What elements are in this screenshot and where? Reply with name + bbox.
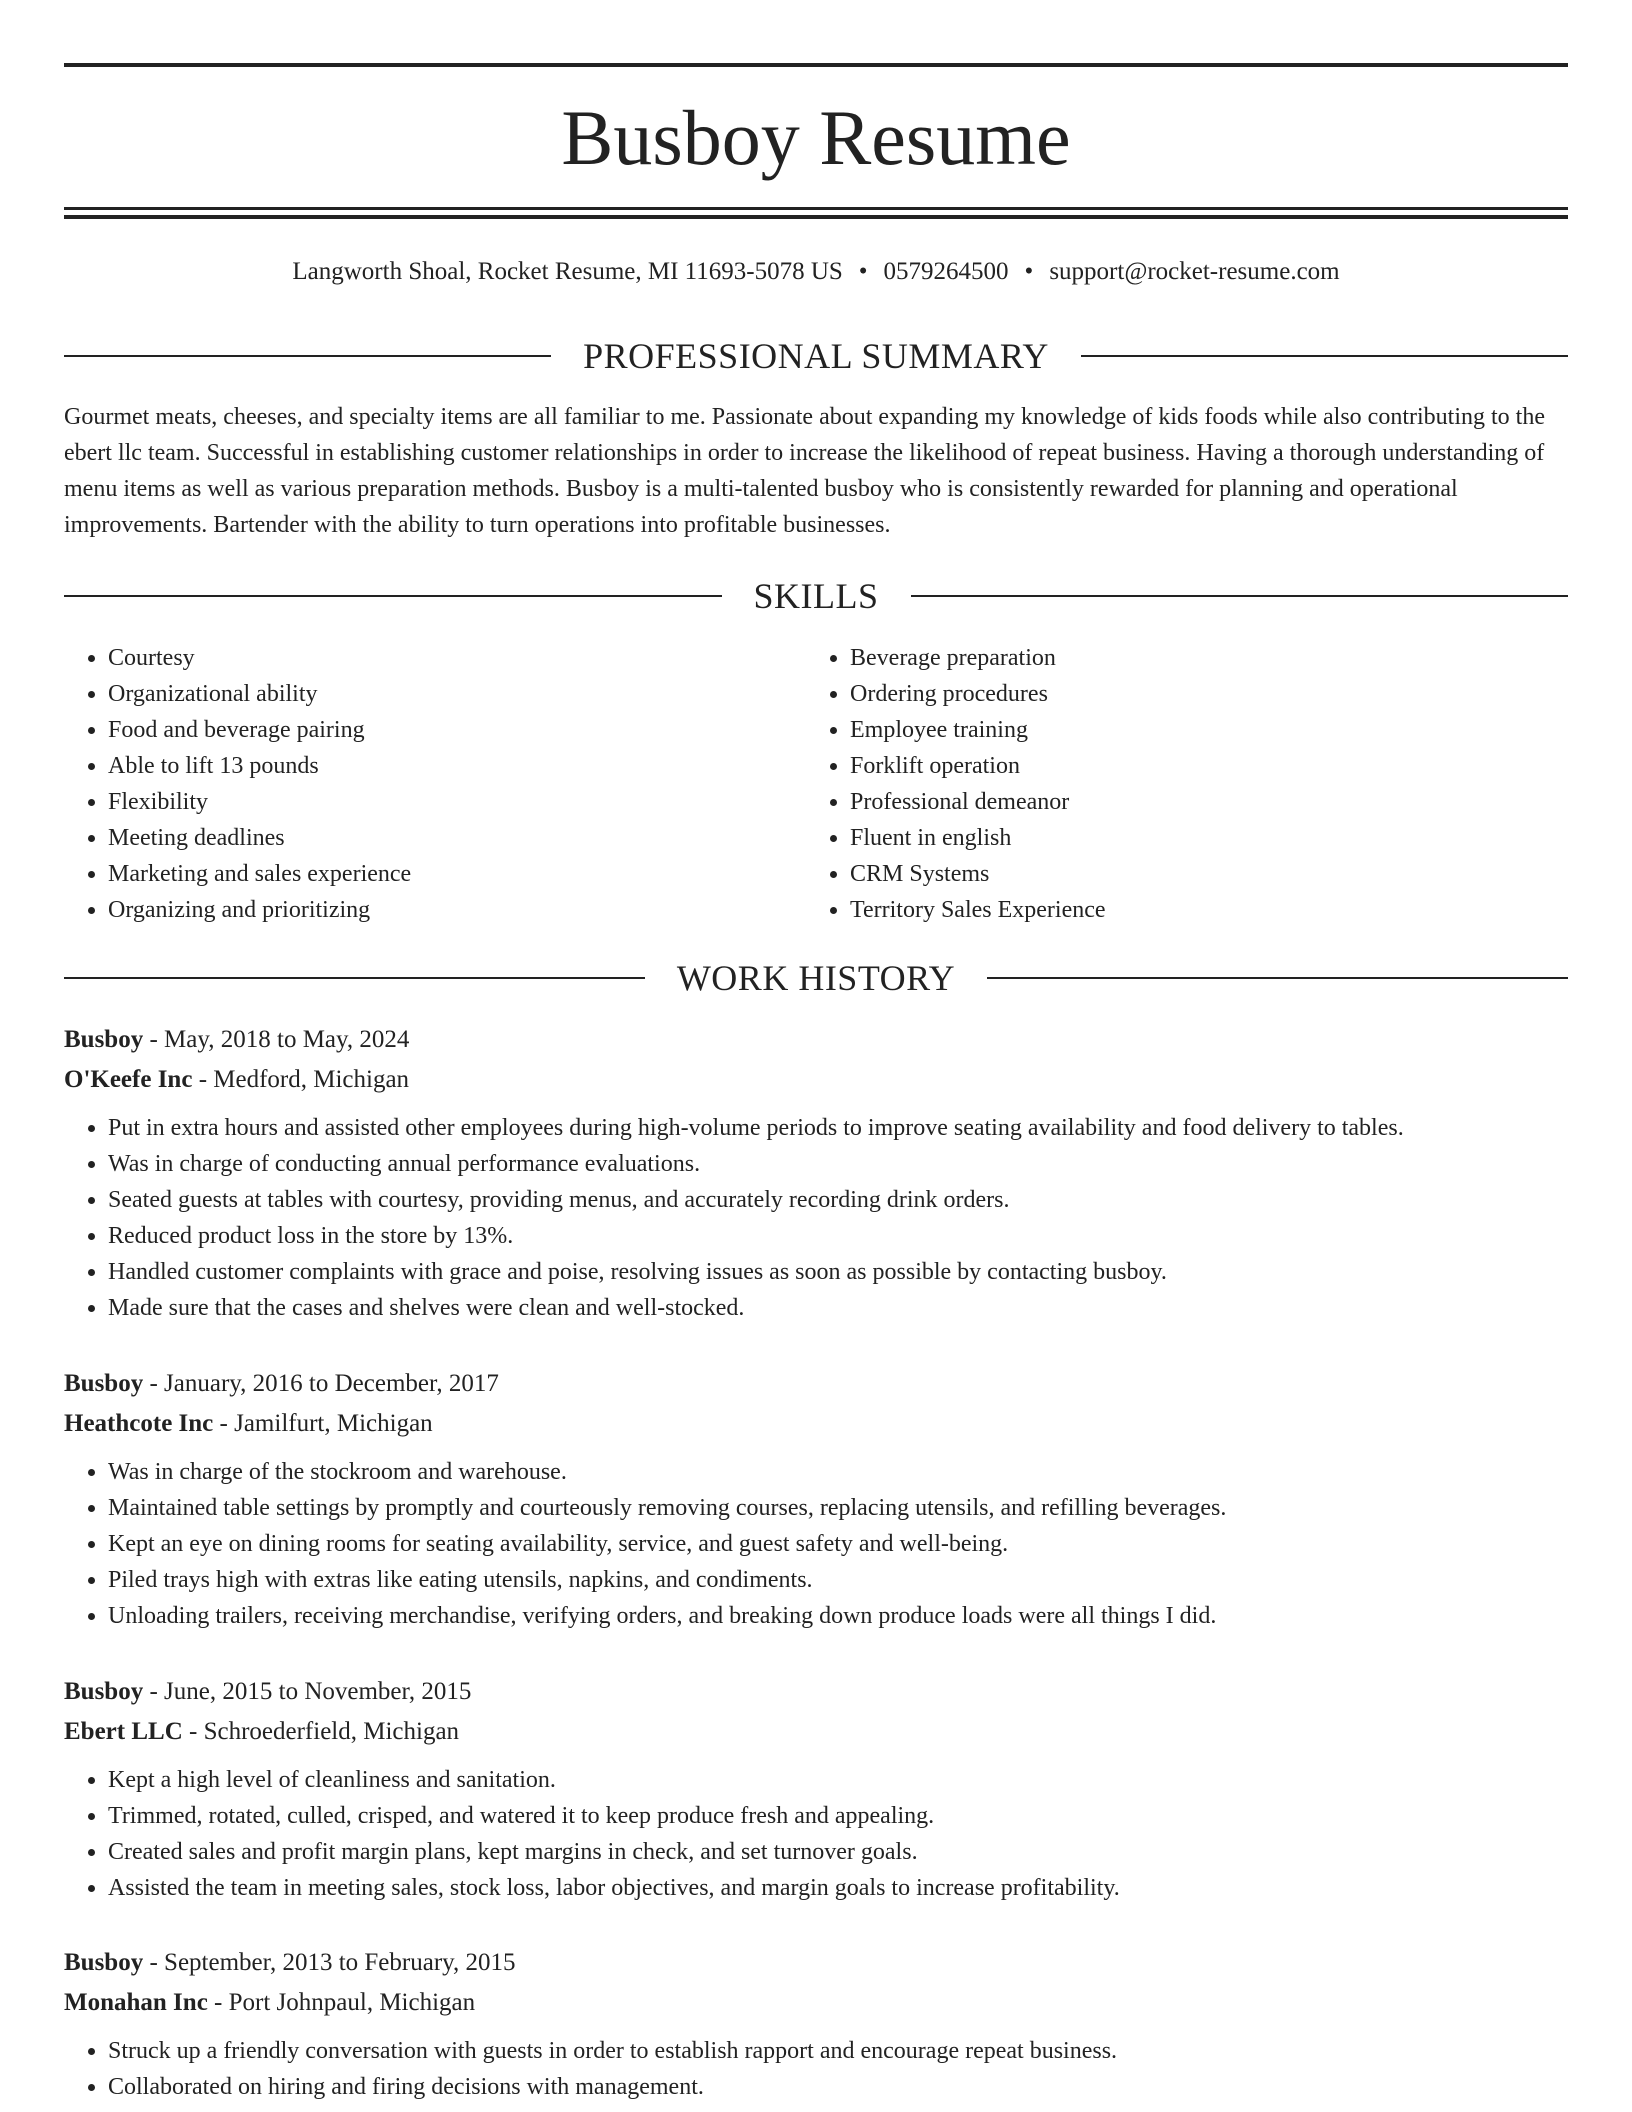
job-company: Monahan Inc xyxy=(64,1989,208,2016)
job-bullet: • Trimmed, rotated, culled, crisped, and watered it to keep produce fresh and appealing. xyxy=(108,1798,1568,1834)
skills-list xyxy=(64,640,1568,928)
job-location: - Schroederfield, Michigan xyxy=(182,1718,460,1745)
job-bullet: • Was in charge of the stockroom and warehouse. xyxy=(108,1454,1568,1490)
job-dates: - May, 2018 to May, 2024 xyxy=(143,1026,410,1053)
job-bullet: • Piled trays high with extras like eating utensils, napkins, and condiments. xyxy=(108,1562,1568,1598)
skills-heading xyxy=(64,574,1568,618)
job-bullet: • Kept an eye on dining rooms for seating availability, service, and guest safety and well-being. xyxy=(108,1526,1568,1562)
heading-rule-right xyxy=(987,977,1568,979)
job-bullet: • Handled customer complaints with grace and poise, resolving issues as soon as possible by contacting busboy. xyxy=(108,1254,1568,1290)
skill-item: • Organizational ability xyxy=(108,676,806,712)
job-title-line xyxy=(64,1364,1568,1404)
skill-item: • Food and beverage pairing xyxy=(108,712,806,748)
skill-item: • Marketing and sales experience xyxy=(108,856,806,892)
job-location: - Medford, Michigan xyxy=(192,1066,410,1093)
job-bullet: • Created sales and profit margin plans, kept margins in check, and set turnover goals. xyxy=(108,1834,1568,1870)
job-bullet: • Reduced product loss in the store by 13%. xyxy=(108,1218,1568,1254)
skill-item: • Ordering procedures xyxy=(850,676,1550,712)
job-company-line xyxy=(64,1404,1568,1444)
skill-item: • Able to lift 13 pounds xyxy=(108,748,806,784)
job-title-line xyxy=(64,1672,1568,1712)
heading-rule-right xyxy=(911,595,1569,597)
job-bullets xyxy=(64,1454,1568,1634)
job-location: - Port Johnpaul, Michigan xyxy=(207,1989,476,2016)
work-history-heading-label: WORK HISTORY xyxy=(676,958,956,998)
job-bullet: • Kept a high level of cleanliness and sanitation. xyxy=(108,1762,1568,1798)
skills-column-left xyxy=(64,640,806,928)
skills-column-right xyxy=(806,640,1550,928)
job-title: Busboy xyxy=(64,1026,144,1053)
job-dates: - June, 2015 to November, 2015 xyxy=(143,1678,472,1705)
job-title: Busboy xyxy=(64,1678,144,1705)
summary-heading xyxy=(64,334,1568,378)
header-double-rule-upper xyxy=(64,207,1568,210)
skill-item: • Courtesy xyxy=(108,640,806,676)
skill-item: • Beverage preparation xyxy=(850,640,1550,676)
summary-paragraph: Gourmet meats, cheeses, and specialty items are all familiar to me. Passionate about expanding my knowledge of kids foods while also contributing to the ebert llc team. Successful in establishing customer relationships in order to increase the likelihood of repeat business. Having a thorough understanding of menu items as well as various preparation methods. Busboy is a multi-talented busboy who is consistently rewarded for planning and operational improvements. Bartender with the ability to turn operations into profitable businesses. xyxy=(64,404,1545,538)
job-bullet: • Was in charge of conducting annual performance evaluations. xyxy=(108,1146,1568,1182)
skills-heading-label: SKILLS xyxy=(753,576,879,616)
job-company: Ebert LLC xyxy=(64,1718,183,1745)
heading-rule-left xyxy=(64,355,551,357)
contact-separator: • xyxy=(858,258,868,285)
job-company-line xyxy=(64,1712,1568,1752)
job-company-line xyxy=(64,1060,1568,1100)
job-bullet: • Struck up a friendly conversation with guests in order to establish rapport and encourage repeat business. xyxy=(108,2033,1568,2069)
job-bullets xyxy=(64,2033,1568,2105)
skill-item: • Flexibility xyxy=(108,784,806,820)
job-dates: - September, 2013 to February, 2015 xyxy=(143,1949,516,1976)
job-entry xyxy=(64,1672,1568,1906)
job-bullet: • Maintained table settings by promptly and courteously removing courses, replacing utensils, and refilling beverages. xyxy=(108,1490,1568,1526)
job-company: O'Keefe Inc xyxy=(64,1066,193,1093)
job-company-line xyxy=(64,1983,1568,2023)
job-bullet: • Seated guests at tables with courtesy, providing menus, and accurately recording drink orders. xyxy=(108,1182,1568,1218)
skill-item: • Organizing and prioritizing xyxy=(108,892,806,928)
resume-title: Busboy Resume xyxy=(561,94,1071,181)
contact-email: support@rocket-resume.com xyxy=(1049,258,1340,285)
job-bullet: • Put in extra hours and assisted other employees during high-volume periods to improve seating availability and food delivery to tables. xyxy=(108,1110,1568,1146)
header-top-rule xyxy=(64,63,1568,67)
skill-item: • Territory Sales Experience xyxy=(850,892,1550,928)
skill-item: • Professional demeanor xyxy=(850,784,1550,820)
skill-item: • Meeting deadlines xyxy=(108,820,806,856)
job-bullets xyxy=(64,1762,1568,1906)
contact-line xyxy=(64,252,1568,292)
summary-heading-label: PROFESSIONAL SUMMARY xyxy=(583,336,1049,376)
job-entry xyxy=(64,1020,1568,1326)
skill-item: • Employee training xyxy=(850,712,1550,748)
skill-item: • Forklift operation xyxy=(850,748,1550,784)
skill-item: • CRM Systems xyxy=(850,856,1550,892)
job-entry xyxy=(64,1364,1568,1634)
job-bullet: • Unloading trailers, receiving merchandise, verifying orders, and breaking down produce loads were all things I did. xyxy=(108,1598,1568,1634)
header-double-rule-lower xyxy=(64,215,1568,219)
job-bullet: • Assisted the team in meeting sales, stock loss, labor objectives, and margin goals to increase profitability. xyxy=(108,1870,1568,1906)
job-title-line xyxy=(64,1020,1568,1060)
heading-rule-left xyxy=(64,595,722,597)
job-location: - Jamilfurt, Michigan xyxy=(213,1410,433,1437)
heading-rule-right xyxy=(1081,355,1568,357)
skill-item: • Fluent in english xyxy=(850,820,1550,856)
job-title-line xyxy=(64,1943,1568,1983)
contact-separator: • xyxy=(1024,258,1034,285)
job-company: Heathcote Inc xyxy=(64,1410,214,1437)
job-bullets xyxy=(64,1110,1568,1326)
job-bullet: • Collaborated on hiring and firing decisions with management. xyxy=(108,2069,1568,2105)
contact-address: Langworth Shoal, Rocket Resume, MI 11693-5078 US xyxy=(292,258,843,285)
heading-rule-left xyxy=(64,977,645,979)
job-bullet: • Made sure that the cases and shelves were clean and well-stocked. xyxy=(108,1290,1568,1326)
contact-phone: 0579264500 xyxy=(883,258,1009,285)
work-history-heading xyxy=(64,956,1568,1000)
job-dates: - January, 2016 to December, 2017 xyxy=(143,1370,499,1397)
job-title: Busboy xyxy=(64,1370,144,1397)
job-title: Busboy xyxy=(64,1949,144,1976)
job-entry xyxy=(64,1943,1568,2105)
